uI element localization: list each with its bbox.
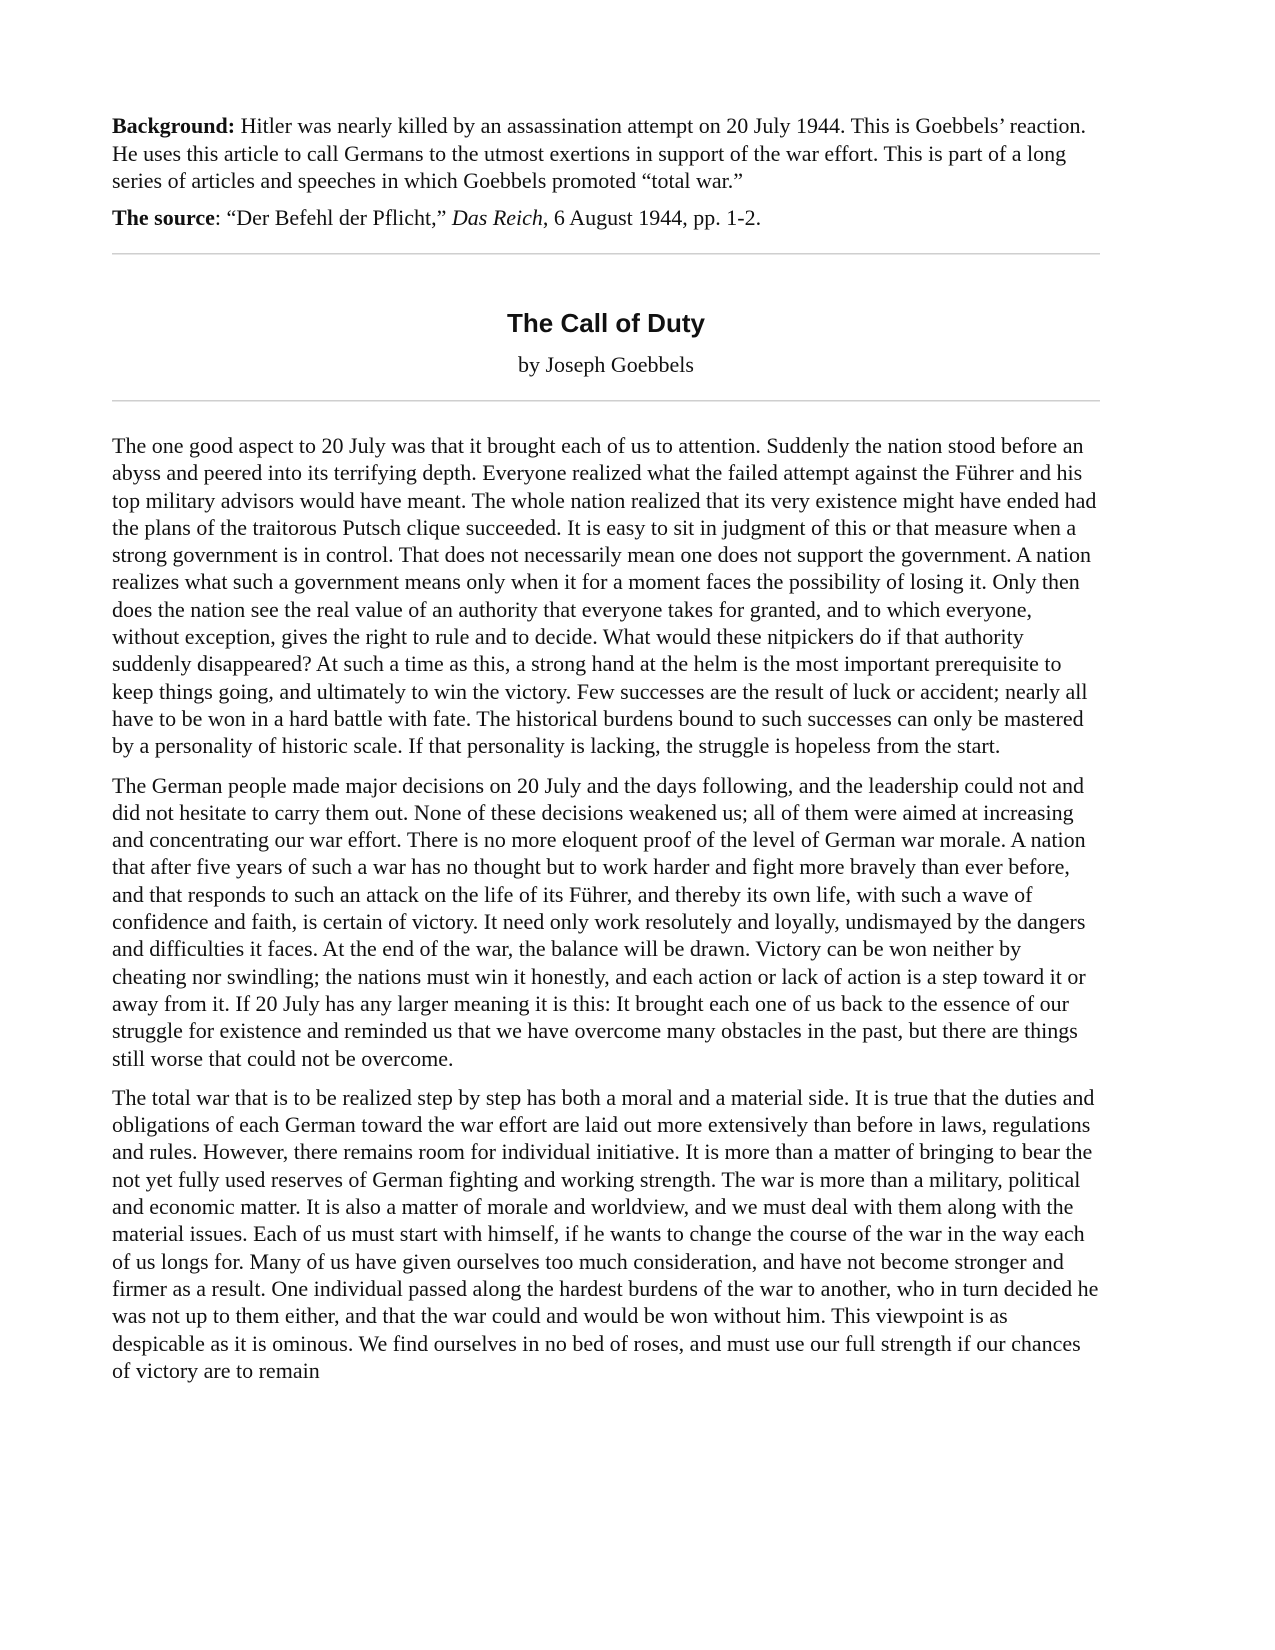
- source-label: The source: [112, 204, 215, 230]
- source-note: [112, 204, 1100, 232]
- background-label: Background:: [112, 113, 236, 138]
- article-body: [112, 432, 1100, 1384]
- body-paragraph: The one good aspect to 20 July was that it brought each of us to attention. Suddenly the nation stood before an abyss and peered into its terrifying depth. Everyone realized what the failed attempt against the Führer and his top military advisors would have meant. The whole nation realized that its very existence might have ended had the plans of the traitorous Putsch clique succeeded. It is easy to sit in judgment of this or that measure when a strong government is in control. That does not necessarily mean one does not support the government. A nation realizes what such a government means only when it for a moment faces the possibility of losing it. Only then does the nation see the real value of an authority that everyone takes for granted, and to which everyone, without exception, gives the right to rule and to decide. What would these nitpickers do if that authority suddenly disappeared? At such a time as this, a strong hand at the helm is the most important prerequisite to keep things going, and ultimately to win the victory. Few successes are the result of luck or accident; nearly all have to be won in a hard battle with fate. The historical burdens bound to such successes can only be mastered by a personality of historic scale. If that personality is lacking, the struggle is hopeless from the start.: [112, 433, 1097, 759]
- body-paragraph: The total war that is to be realized step by step has both a moral and a material side. It is true that the duties and obligations of each German toward the war effort are laid out more extensively than before in laws, regulations and rules. However, there remains room for individual initiative. It is more than a matter of bringing to bear the not yet fully used reserves of German fighting and working strength. The war is more than a military, political and economic matter. It is also a matter of morale and worldview, and we must deal with them along with the material issues. Each of us must start with himself, if he wants to change the course of the war in the way each of us longs for. Many of us have given ourselves too much consideration, and have not become stronger and firmer as a result. One individual passed along the hardest burdens of the war to another, who in turn decided he was not up to them either, and that the war could and would be won without him. This viewpoint is as despicable as it is ominous. We find ourselves in no bed of roses, and must use our full strength if our chances of victory are to remain: [112, 1084, 1099, 1383]
- body-paragraph: The German people made major decisions on 20 July and the days following, and the leadership could not and did not hesitate to carry them out. None of these decisions weakened us; all of them were aimed at increasing and concentrating our war effort. There is no more eloquent proof of the level of German war morale. A nation that after five years of such a war has no thought but to work harder and fight more bravely than ever before, and that responds to such an attack on the life of its Führer, and thereby its own life, with such a wave of confidence and faith, is certain of victory. It need only work resolutely and loyally, undismayed by the dangers and difficulties it faces. At the end of the war, the balance will be drawn. Victory can be won neither by cheating nor swindling; the nations must win it honestly, and each action or lack of action is a step toward it or away from it. If 20 July has any larger meaning it is this: It brought each one of us back to the essence of our struggle for existence and reminded us that we have overcome many obstacles in the past, but there are things still worse that could not be overcome.: [112, 772, 1086, 1071]
- title-divider: [112, 400, 1100, 402]
- background-text: Hitler was nearly killed by an assassination attempt on 20 July 1944. This is Goebbels’ reaction. He uses this article to call Germans to the utmost exertions in support of the war effort. This is part of a long series of articles and speeches in which Goebbels promoted “total war.”: [112, 113, 1086, 193]
- article-title: The Call of Duty: [507, 308, 705, 338]
- source-publication: Das Reich: [451, 204, 543, 230]
- background-note: [112, 112, 1100, 195]
- source-suffix: , 6 August 1944, pp. 1-2.: [542, 204, 762, 230]
- source-prefix: : “Der Befehl der Pflicht,”: [214, 204, 452, 230]
- article-byline: by Joseph Goebbels: [518, 352, 694, 377]
- document-page: [112, 112, 1100, 1396]
- top-divider: [112, 253, 1100, 255]
